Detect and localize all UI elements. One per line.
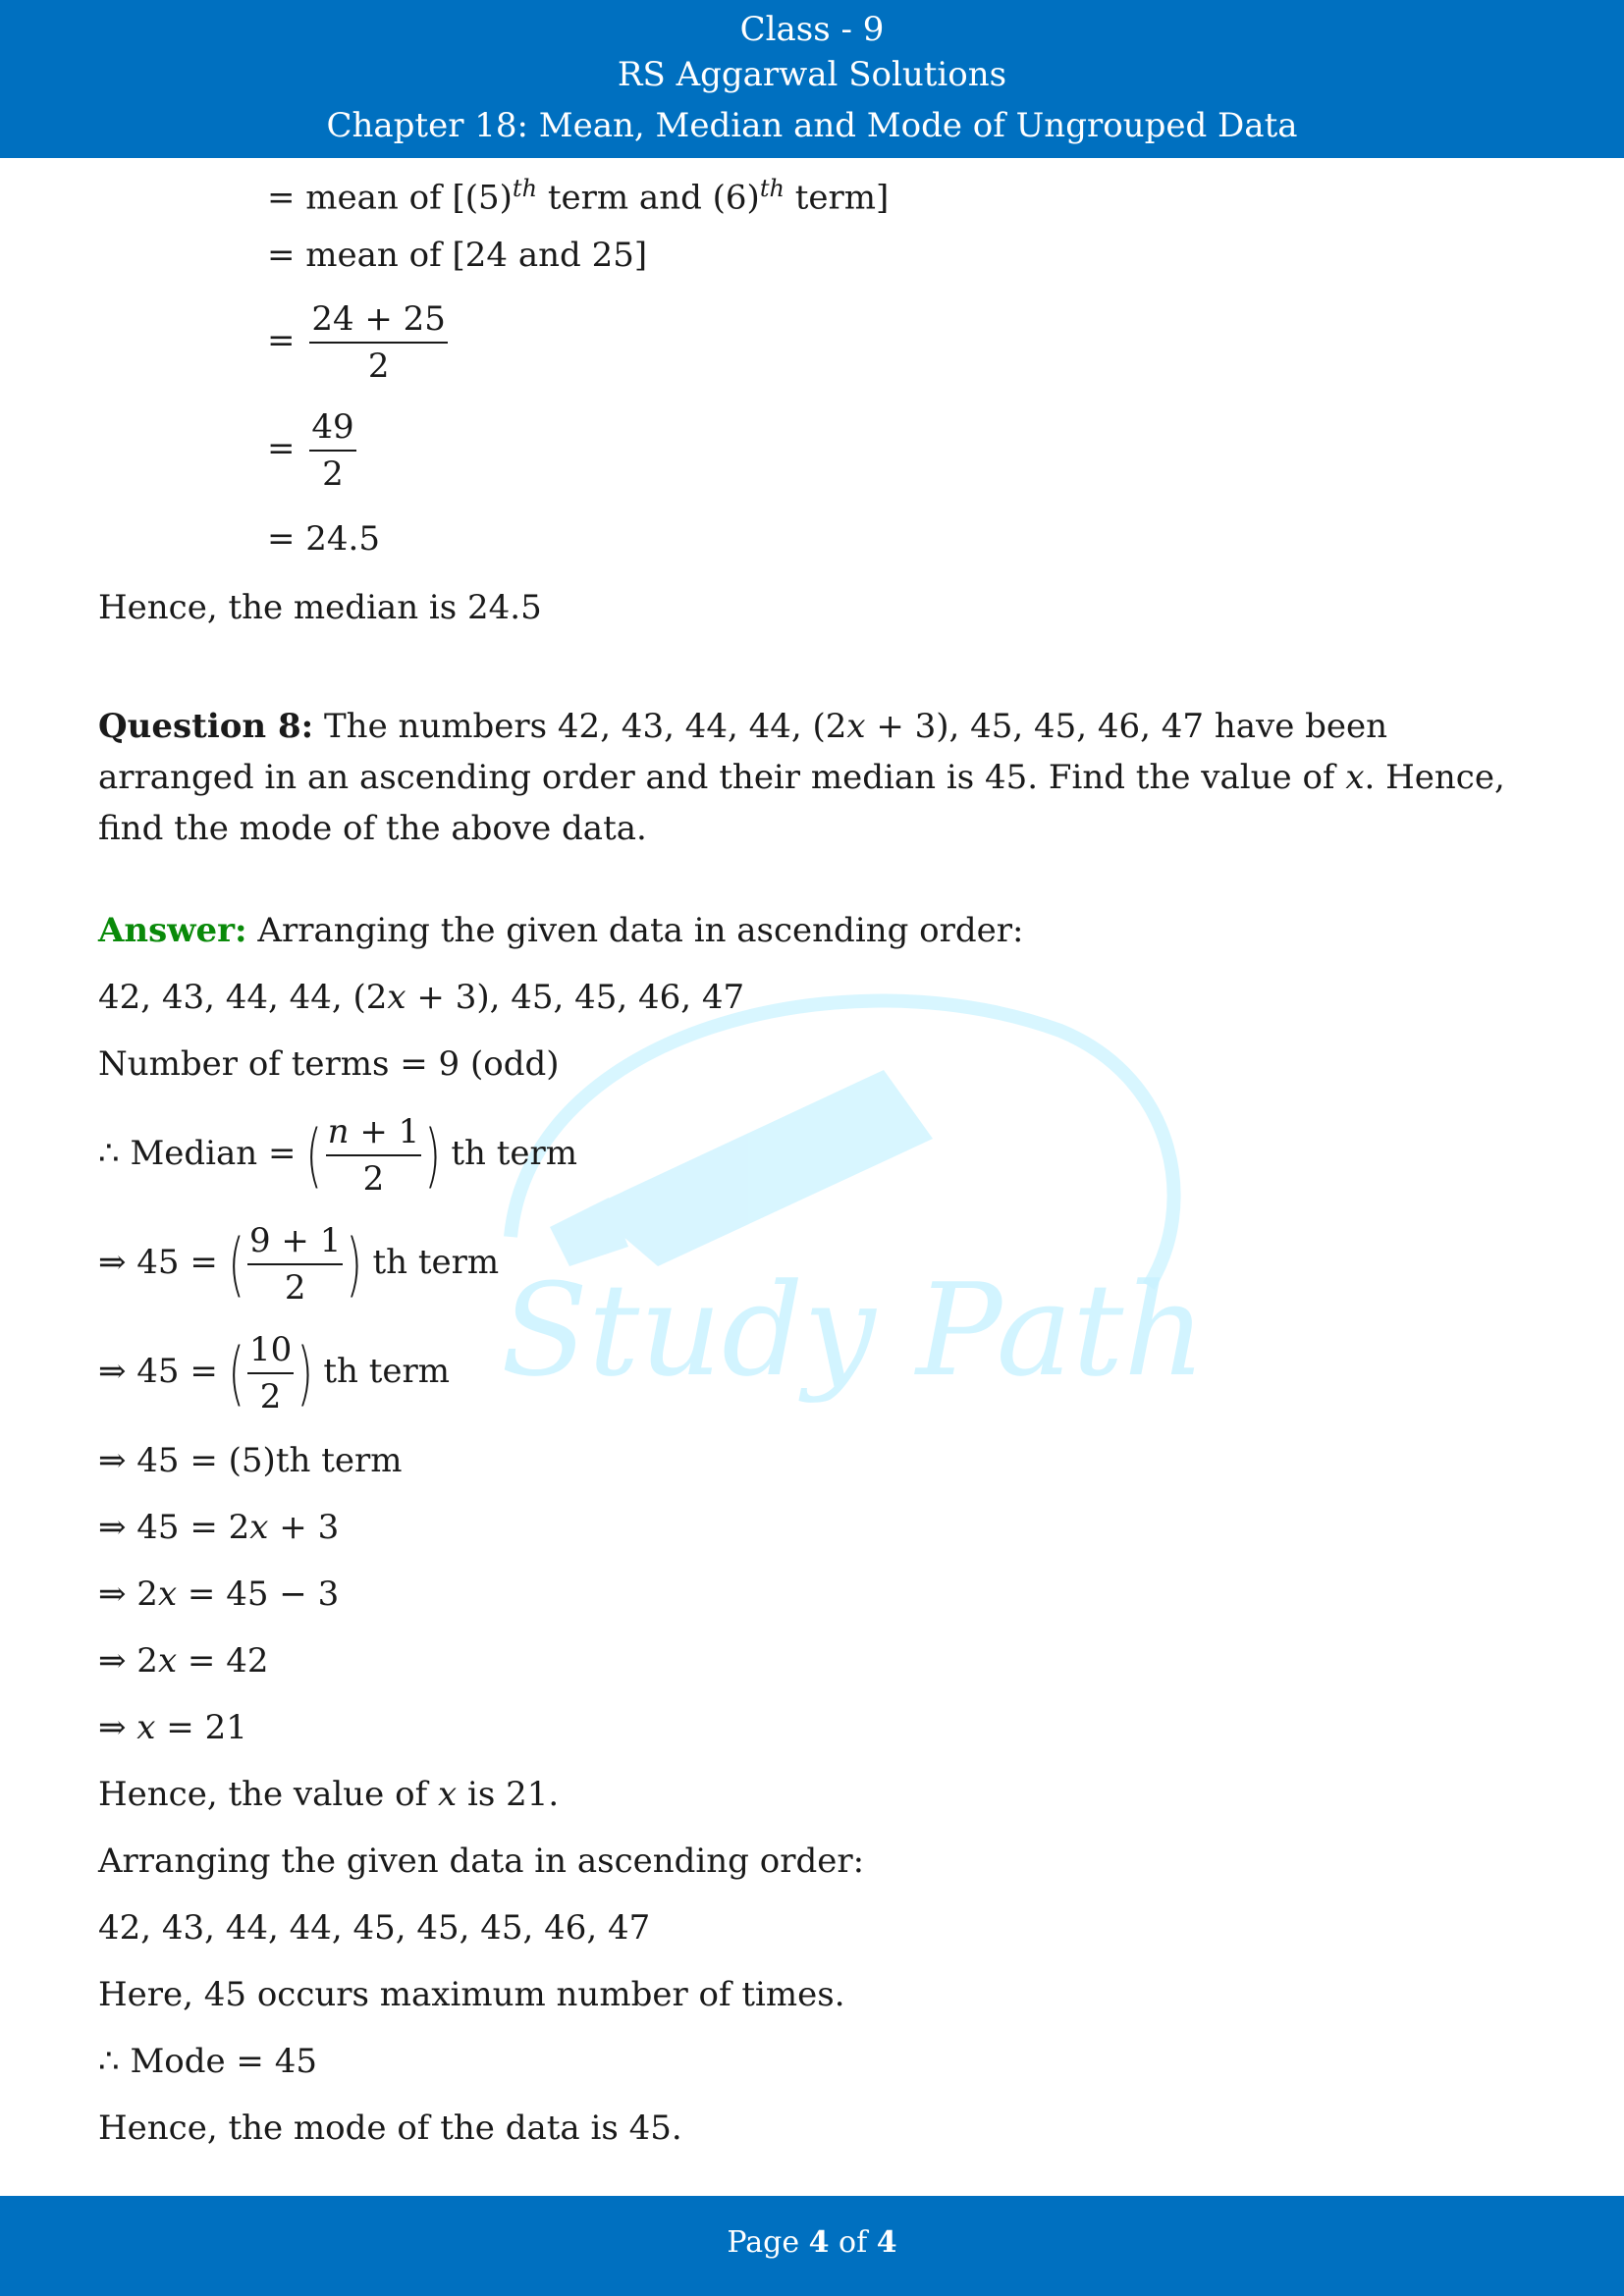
question-label: Question 8: [98,707,314,746]
answer-step-4: ⇒ 45 = 2x + 3 [98,1508,340,1547]
fraction-n-plus-1-over-2: $\frac{n + 1}{2}$ [326,1109,422,1201]
prev-step-4: = $\frac{49}{2}$ [267,404,360,497]
answer-sorted-data: 42, 43, 44, 44, 45, 45, 45, 46, 47 [98,1908,651,1948]
prev-step-2: = mean of [24 and 25] [267,236,648,275]
prev-step-1: = mean of [$(5)^{th}$ term and $(6)^{th}$ term] [267,175,890,218]
prev-conclusion: Hence, the median is 24.5 [98,588,542,627]
answer-intro: Answer: Arranging the given data in ascending order: [98,911,1024,950]
answer-step-2: ⇒ 45 = ( $\frac{10}{2}$ ) th term [98,1327,450,1419]
answer-max-occurrence: Here, 45 occurs maximum number of times. [98,1975,845,2014]
fraction-49-over-2: $\frac{49}{2}$ [309,404,355,497]
answer-final: Hence, the mode of the data is 45. [98,2109,682,2148]
page-number: Page 4 of 4 [727,2225,897,2260]
answer-step-5: ⇒ 2x = 45 − 3 [98,1575,340,1614]
watermark-text: Study Path [501,1255,1207,1405]
fraction-24-plus-25-over-2: $\frac{24 + 25}{2}$ [309,296,448,389]
header-chapter: Chapter 18: Mean, Median and Mode of Ungrouped Data [326,106,1298,145]
fraction-9-plus-1-over-2: $\frac{9 + 1}{2}$ [247,1218,343,1310]
answer-arrange: Arranging the given data in ascending order: [98,1842,865,1881]
answer-step-7: ⇒ x = 21 [98,1708,247,1747]
page-footer [0,2196,1624,2296]
question-8: Question 8: The numbers 42, 43, 44, 44, (2x + 3), 45, 45, 46, 47 have been arranged in an ascending order and their median is 45. Find the value of x. Hence, find the mode of the above data. [98,707,1505,848]
fraction-10-over-2: $\frac{10}{2}$ [247,1327,294,1419]
answer-value-of-x: Hence, the value of x is 21. [98,1775,560,1814]
header-book: RS Aggarwal Solutions [617,55,1007,94]
answer-num-terms: Number of terms = 9 (odd) [98,1044,560,1084]
answer-median-formula: ∴ Median = ( $\frac{n + 1}{2}$ ) th term [98,1109,577,1201]
answer-data-list: 42, 43, 44, 44, (2x + 3), 45, 45, 46, 47 [98,978,745,1017]
answer-step-3: ⇒ 45 = (5)th term [98,1441,403,1480]
header-class: Class - 9 [739,10,885,49]
answer-label: Answer: [98,911,247,950]
answer-mode: ∴ Mode = 45 [98,2042,317,2081]
answer-step-1: ⇒ 45 = ( $\frac{9 + 1}{2}$ ) th term [98,1218,499,1310]
answer-step-6: ⇒ 2x = 42 [98,1641,269,1681]
prev-step-5: = 24.5 [267,519,380,559]
prev-step-3: = $\frac{24 + 25}{2}$ [267,296,452,389]
page-header [0,0,1624,158]
